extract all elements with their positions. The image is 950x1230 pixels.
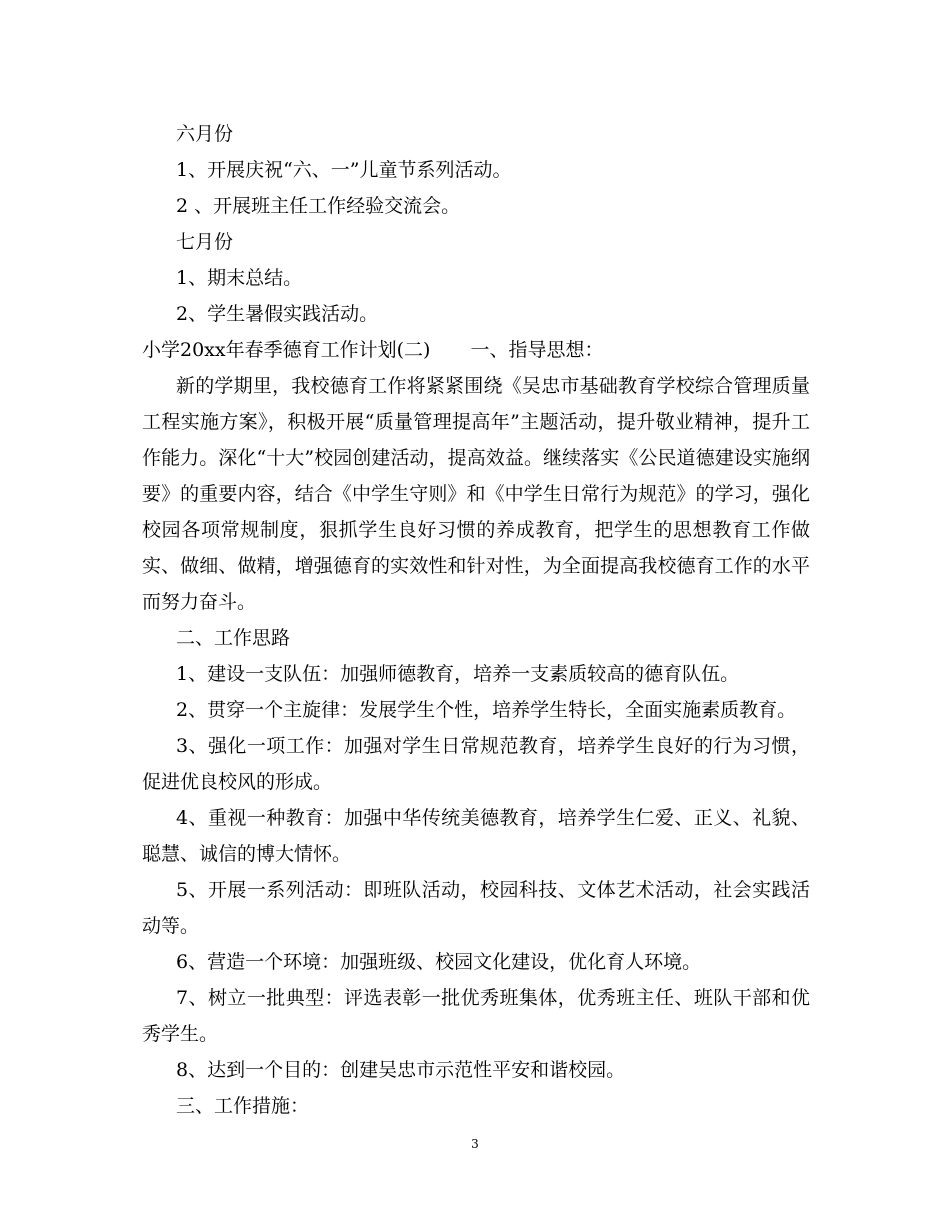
idea-item-1: 1、建设一支队伍：加强师德教育，培养一支素质较高的德育队伍。	[176, 663, 740, 685]
idea-item-3: 3、强化一项工作：加强对学生日常规范教育，培养学生良好的行为习惯，促进优良校风的形成。	[142, 735, 810, 793]
june-item-1: 1、开展庆祝“六、一”儿童节系列活动。	[176, 159, 512, 181]
month-heading-june: 六月份	[176, 123, 234, 145]
idea-item-4: 4、重视一种教育：加强中华传统美德教育，培养学生仁爱、正义、礼貌、聪慧、诚信的博大情怀。	[142, 807, 810, 865]
guiding-ideology-heading: 一、指导思想：	[470, 339, 604, 361]
page-number: 3	[471, 1137, 479, 1151]
idea-item-5: 5、开展一系列活动：即班队活动，校园科技、文体艺术活动，社会实践活动等。	[142, 879, 810, 937]
work-ideas-heading: 二、工作思路	[176, 627, 291, 649]
section-title: 小学20xx年春季德育工作计划(二)	[142, 339, 431, 361]
idea-item-2: 2、贯穿一个主旋律：发展学生个性，培养学生特长，全面实施素质教育。	[176, 699, 797, 721]
document-body	[142, 116, 810, 1124]
idea-item-6: 6、营造一个环境：加强班级、校园文化建设，优化育人环境。	[176, 951, 702, 973]
june-item-2: 2 、开展班主任工作经验交流会。	[176, 195, 461, 217]
july-item-1: 1、期末总结。	[176, 267, 303, 289]
idea-item-8: 8、达到一个目的：创建吴忠市示范性平安和谐校园。	[176, 1059, 626, 1081]
july-item-2: 2、学生暑假实践活动。	[176, 303, 379, 325]
month-heading-july: 七月份	[176, 231, 234, 253]
idea-item-7: 7、树立一批典型：评选表彰一批优秀班集体，优秀班主任、班队干部和优秀学生。	[142, 987, 810, 1045]
section-title-row	[142, 332, 810, 368]
intro-paragraph: 新的学期里，我校德育工作将紧紧围绕《吴忠市基础教育学校综合管理质量工程实施方案》，积极开展“质量管理提高年”主题活动，提升敬业精神，提升工作能力。深化“十大”校园创建活动，提高效益。继续落实《公民道德建设实施纲要》的重要内容，结合《中学生守则》和《中学生日常行为规范》的学习，强化校园各项常规制度，狠抓学生良好习惯的养成教育，把学生的思想教育工作做实、做细、做精，增强德育的实效性和针对性，为全面提高我校德育工作的水平而努力奋斗。	[142, 375, 810, 613]
work-measures-heading: 三、工作措施：	[176, 1095, 310, 1117]
